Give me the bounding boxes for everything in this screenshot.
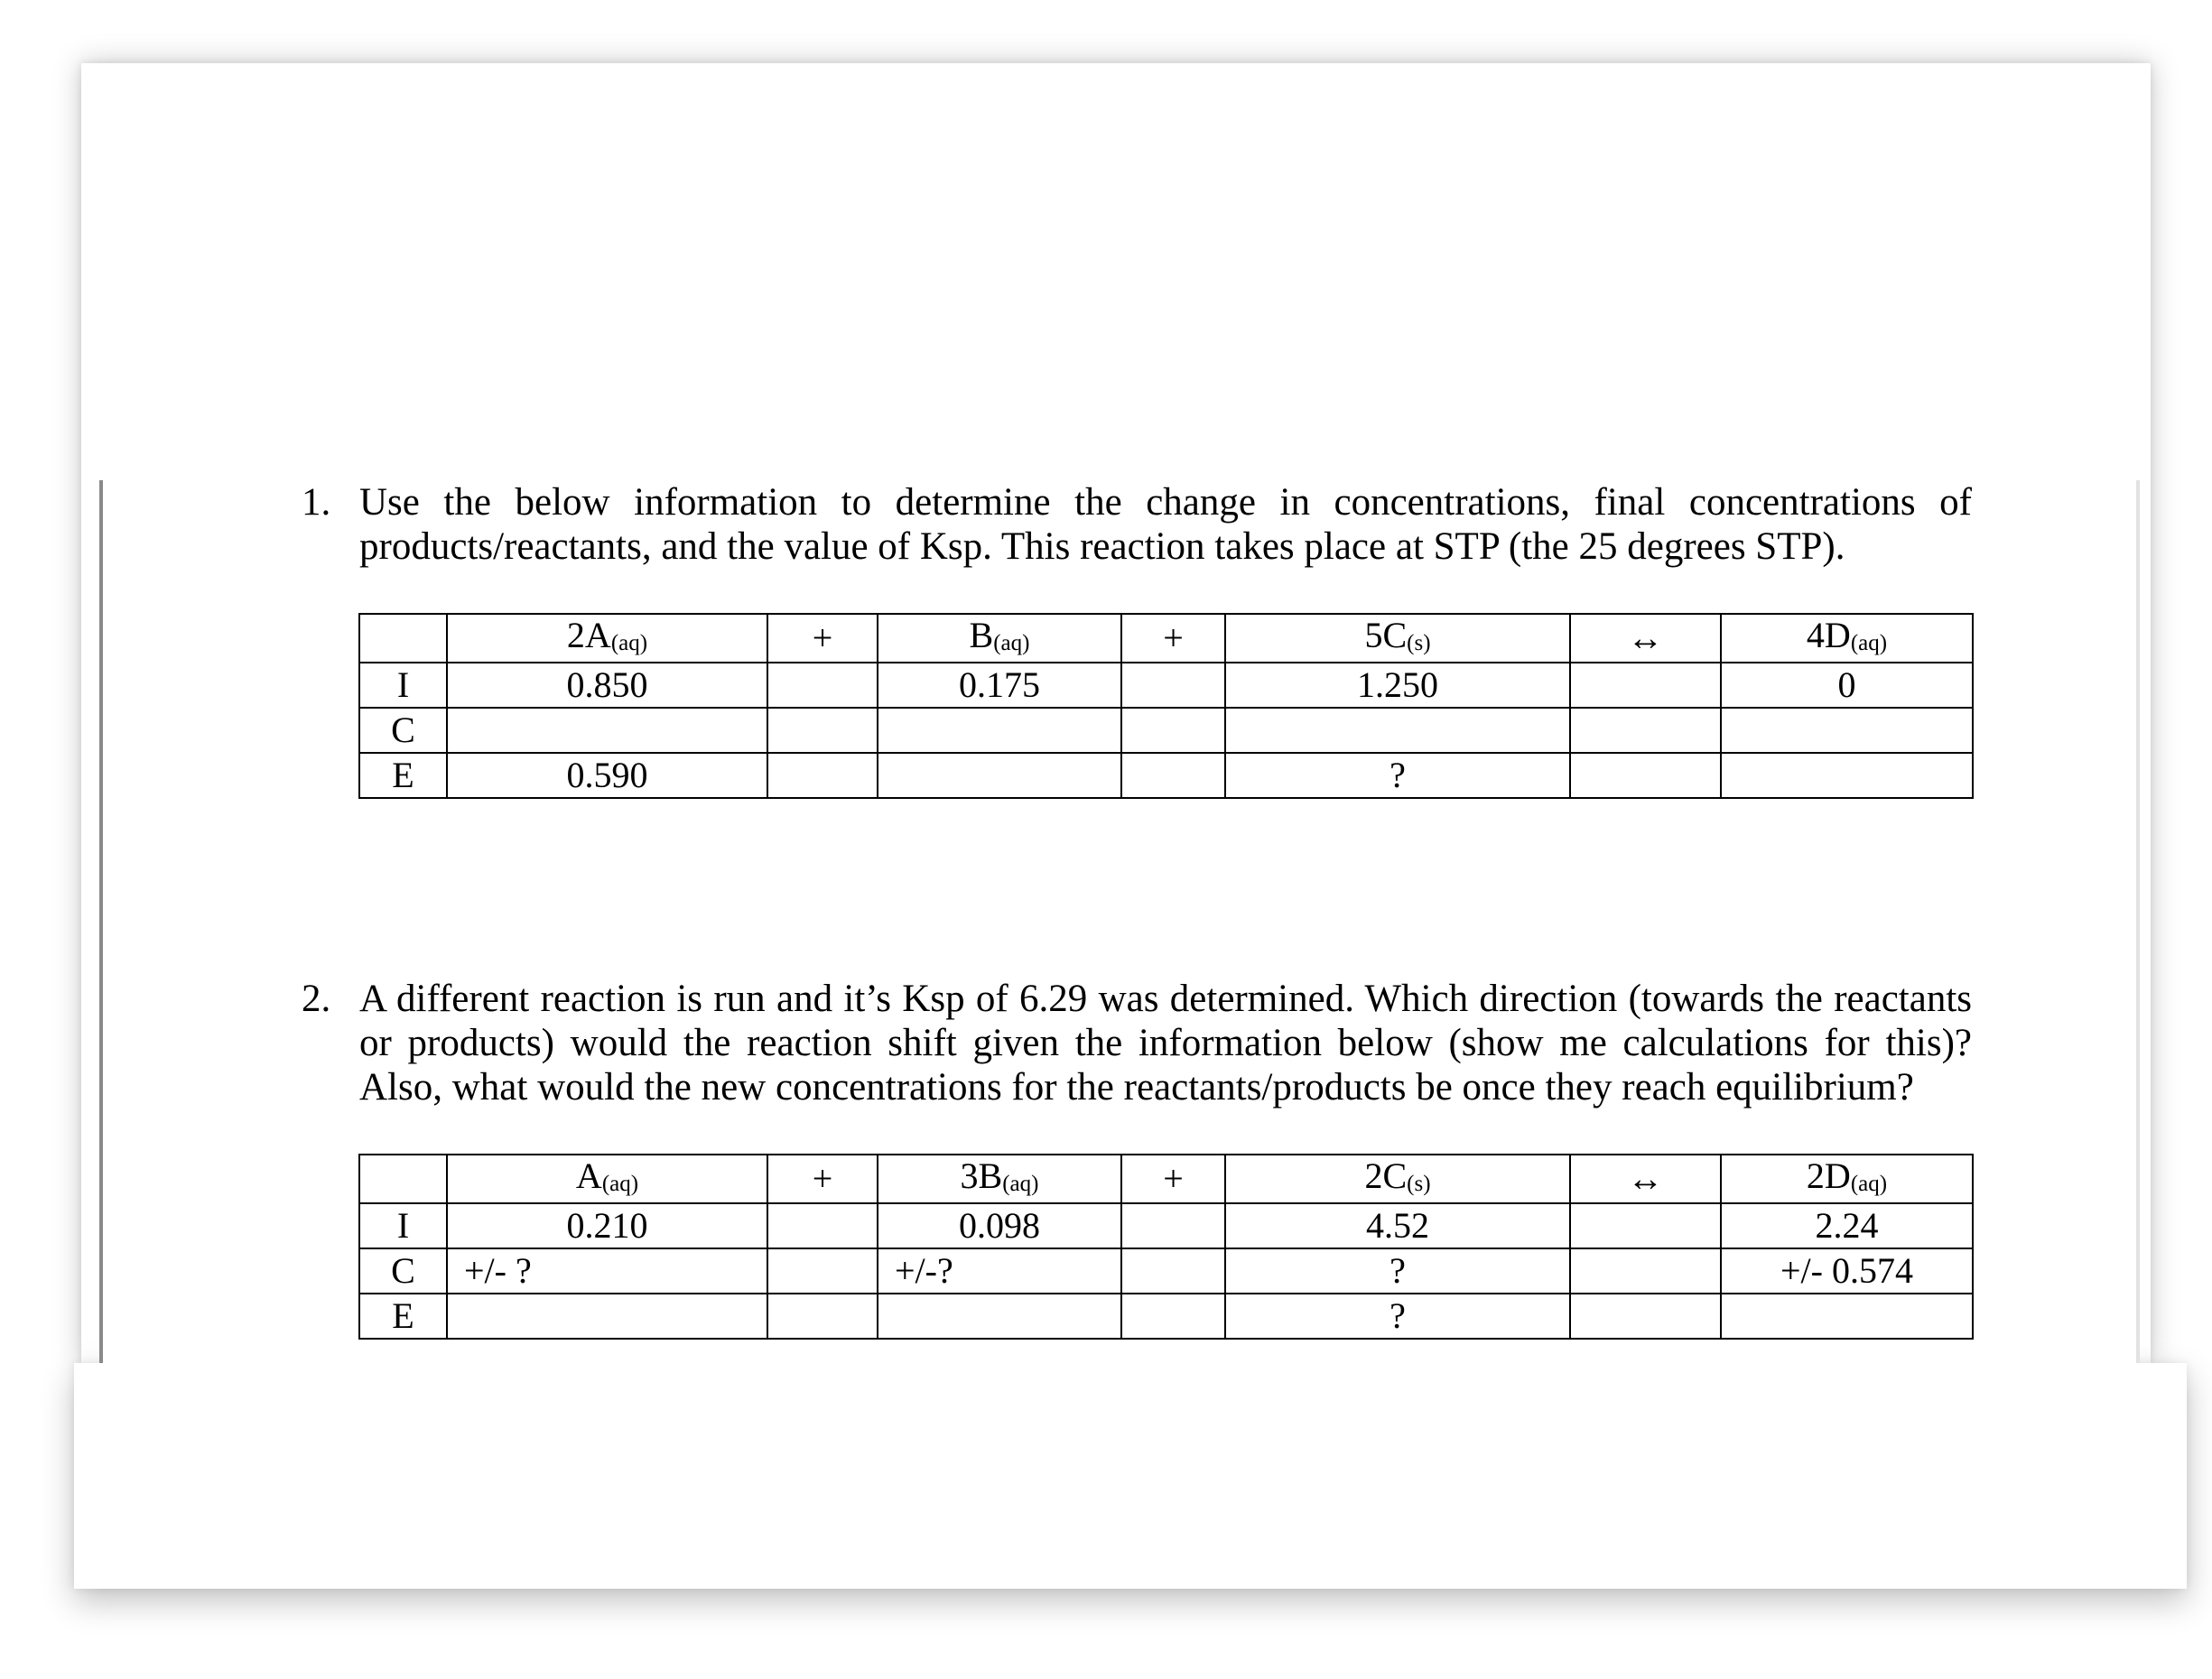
table-cell [1121, 1203, 1225, 1248]
equilibrium-arrow-icon: ↔ [1570, 1155, 1721, 1203]
row-label: E [359, 753, 447, 798]
row-label: C [359, 1248, 447, 1294]
table-row [359, 1203, 1973, 1248]
value-a: 0.210 [447, 1203, 767, 1248]
value-d [1721, 753, 1973, 798]
value-a: 0.590 [447, 753, 767, 798]
row-label: I [359, 663, 447, 708]
species-b: 3B(aq) [878, 1155, 1121, 1203]
value-d: 2.24 [1721, 1203, 1973, 1248]
species-b: B(aq) [878, 614, 1121, 663]
value-b: 0.098 [878, 1203, 1121, 1248]
species-c: 5C(s) [1225, 614, 1570, 663]
table-cell [1121, 663, 1225, 708]
table-row [359, 1248, 1973, 1294]
species-c: 2C(s) [1225, 1155, 1570, 1203]
plus-sign: + [767, 614, 878, 663]
table-header-row [359, 614, 1973, 663]
value-d: 0 [1721, 663, 1973, 708]
table-cell [1121, 1294, 1225, 1339]
page-sheet-lower [74, 1363, 2187, 1589]
species-d: 4D(aq) [1721, 614, 1973, 663]
species-d: 2D(aq) [1721, 1155, 1973, 1203]
question-2 [302, 977, 1972, 1109]
table-cell [767, 708, 878, 753]
value-a: +/- ? [447, 1248, 767, 1294]
table-cell [767, 1248, 878, 1294]
table-header-row [359, 1155, 1973, 1203]
table-cell [1121, 753, 1225, 798]
table-row [359, 1294, 1973, 1339]
question-text: Use the below information to determine the change in concentrations, final concentrations of products/reactants, and the value of Ksp. This reaction takes place at STP (the 25 degrees STP). [359, 481, 1972, 568]
table-row [359, 753, 1973, 798]
value-a [447, 708, 767, 753]
value-a [447, 1294, 767, 1339]
table-cell [1570, 1248, 1721, 1294]
value-c: 1.250 [1225, 663, 1570, 708]
table-cell [767, 663, 878, 708]
table-cell [767, 753, 878, 798]
value-c: ? [1225, 1294, 1570, 1339]
table-cell [1121, 1248, 1225, 1294]
value-b: +/-? [878, 1248, 1121, 1294]
table-cell [1570, 1203, 1721, 1248]
question-1 [302, 480, 1972, 569]
equilibrium-arrow-icon: ↔ [1570, 614, 1721, 663]
plus-sign: + [1121, 614, 1225, 663]
table-cell [1121, 708, 1225, 753]
value-b: 0.175 [878, 663, 1121, 708]
row-label: I [359, 1203, 447, 1248]
value-c [1225, 708, 1570, 753]
value-c: ? [1225, 1248, 1570, 1294]
table-cell [767, 1203, 878, 1248]
ice-table-1 [358, 613, 1974, 799]
table-cell [767, 1294, 878, 1339]
row-label: C [359, 708, 447, 753]
table-row [359, 708, 1973, 753]
value-a: 0.850 [447, 663, 767, 708]
table-cell [1570, 753, 1721, 798]
value-b [878, 708, 1121, 753]
plus-sign: + [767, 1155, 878, 1203]
question-number: 1. [302, 481, 331, 524]
table-row [359, 663, 1973, 708]
value-b [878, 753, 1121, 798]
value-b [878, 1294, 1121, 1339]
table-cell [359, 1155, 447, 1203]
plus-sign: + [1121, 1155, 1225, 1203]
table-cell [1570, 663, 1721, 708]
species-a: A(aq) [447, 1155, 767, 1203]
value-d [1721, 708, 1973, 753]
value-d [1721, 1294, 1973, 1339]
row-label: E [359, 1294, 447, 1339]
species-a: 2A(aq) [447, 614, 767, 663]
question-text: A different reaction is run and it’s Ksp of 6.29 was determined. Which direction (towards the reactants or products) would the reaction shift given the information below (show me calculations for this)? Also, what would the new concentrations for the reactants/products be once they reach equilibrium? [359, 978, 1972, 1109]
table-cell [1570, 1294, 1721, 1339]
ice-table-2 [358, 1154, 1974, 1340]
value-d: +/- 0.574 [1721, 1248, 1973, 1294]
value-c: ? [1225, 753, 1570, 798]
table-cell [1570, 708, 1721, 753]
value-c: 4.52 [1225, 1203, 1570, 1248]
question-number: 2. [302, 978, 331, 1020]
table-cell [359, 614, 447, 663]
